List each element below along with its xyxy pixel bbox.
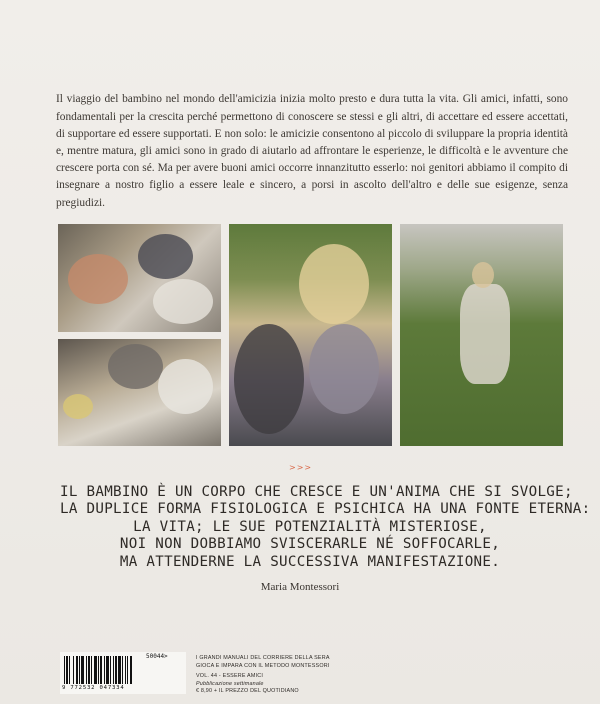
montessori-quote	[60, 484, 591, 571]
volume-title: VOL. 44 - ESSERE AMICI	[196, 673, 264, 680]
quote-line: NOI NON DOBBIAMO SVISCERARLE NÉ SOFFOCARLE,	[119, 536, 501, 553]
quote-line: IL BAMBINO È UN CORPO CHE CRESCE E UN'ANIMA CHE SI SVOLGE;	[60, 484, 573, 500]
quote-line: MA ATTENDERNE LA SUCCESSIVA MANIFESTAZIONE.	[119, 553, 501, 570]
quote-line: LA VITA; LE SUE POTENZIALITÀ MISTERIOSE,	[133, 518, 487, 535]
photo-children-drawing	[58, 224, 221, 332]
photo-children-hug	[229, 224, 392, 446]
publication-imprint	[196, 655, 446, 696]
series-subtitle: GIOCA E IMPARA CON IL METODO MONTESSORI	[196, 662, 330, 669]
barcode-bar	[132, 656, 133, 684]
photo-child-cape	[400, 224, 563, 446]
separator-arrows: >>>	[289, 463, 313, 472]
price: € 8,90 + IL PREZZO DEL QUOTIDIANO	[196, 688, 299, 695]
intro-paragraph: Il viaggio del bambino nel mondo dell'amicizia inizia molto presto e dura tutta la vita. Gli amici, infatti, sono fondamentali per la crescita perché permettono di conoscere se stessi e gli altri, di accettare ed essere accettati, di supportare ed essere supportati. E non solo: le amicizie consentono al piccolo di sviluppare la propria identità e, mentre matura, gli amici sono in grado di aiutarlo ad affrontare le esperienze, le difficoltà e le avventure che crescere porta con sé. Ma per avere buoni amici occorre innanzitutto esserlo: noi genitori abbiamo il compito di insegnare a nostro figlio a essere leale e sincero, a porsi in ascolto dell'altro e delle sue esigenze, senza pregiudizi.	[56, 93, 568, 209]
barcode-number: 9 772532 047334	[62, 685, 125, 691]
photo-children-table	[58, 339, 221, 446]
series-title: I GRANDI MANUALI DEL CORRIERE DELLA SERA	[196, 655, 330, 661]
quote-author: Maria Montessori	[260, 581, 340, 593]
quote-line: LA DUPLICE FORMA FISIOLOGICA E PSICHICA HA UNA FONTE ETERNA:	[60, 501, 591, 518]
barcode-bars	[64, 656, 182, 684]
publication-frequency: Pubblicazione settimanale	[196, 680, 264, 687]
barcode-addon: 50044>	[146, 653, 168, 660]
